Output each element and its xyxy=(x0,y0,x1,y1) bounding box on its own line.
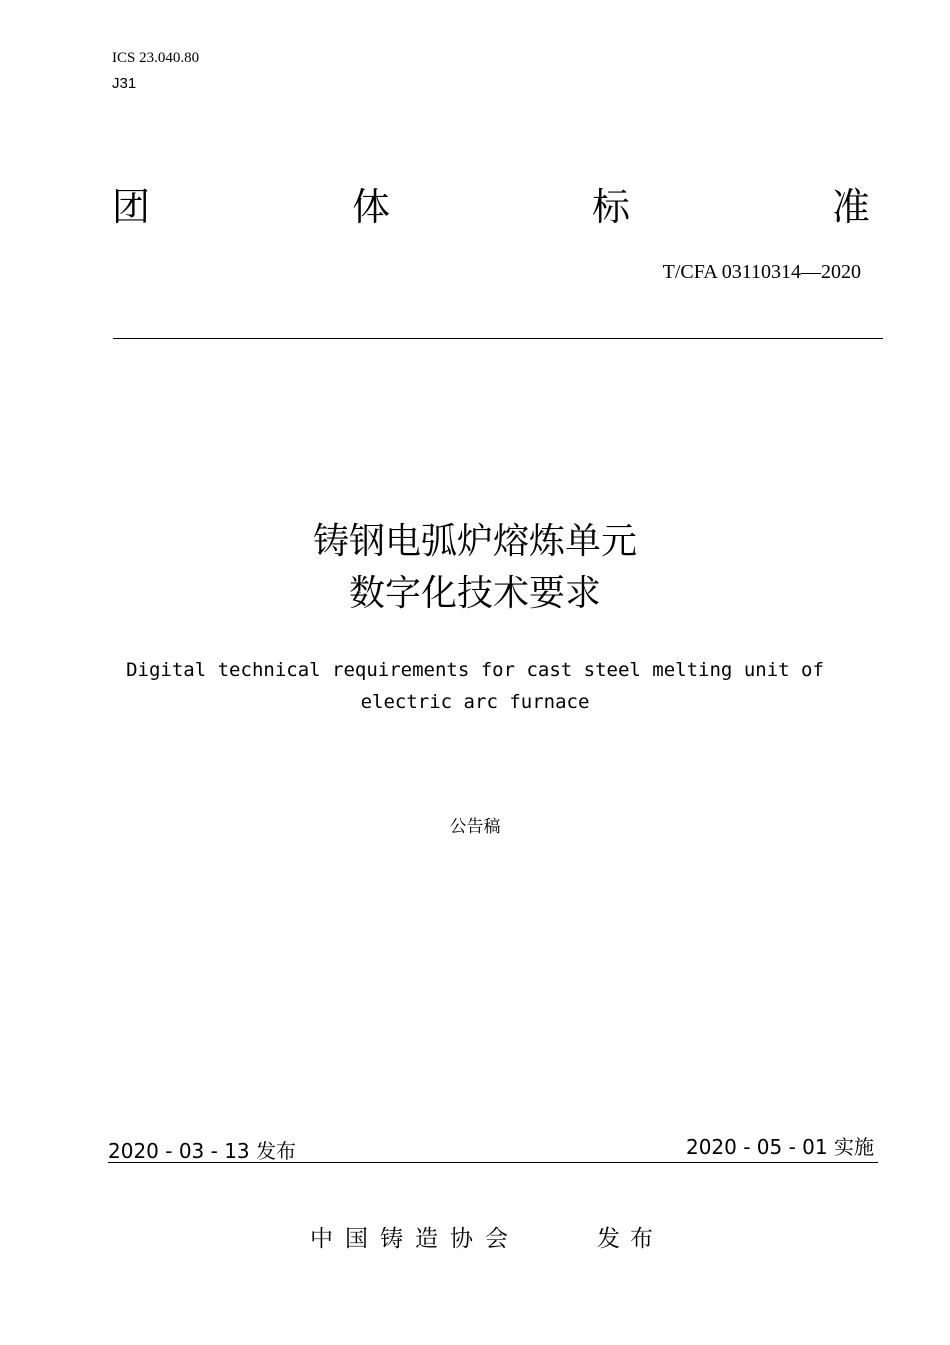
title-chinese-line-2: 数字化技术要求 xyxy=(348,573,601,614)
standard-number: T/CFA 03110314—2020 xyxy=(662,261,861,283)
issue-date: 2020 - 03 - 13 发布 xyxy=(108,1139,297,1163)
standard-type-char: 标 xyxy=(591,185,630,229)
classification-code: J31 xyxy=(112,75,137,92)
publisher-action: 发布 xyxy=(597,1226,663,1252)
header-divider xyxy=(113,338,883,339)
footer-divider xyxy=(108,1162,878,1163)
standard-type-char: 体 xyxy=(351,185,390,229)
standard-type-heading xyxy=(112,184,870,230)
title-chinese xyxy=(0,516,950,620)
title-english: Digital technical requirements for cast steel melting unit of electric arc furnace xyxy=(126,659,824,713)
publisher-name: 中国铸造协会 xyxy=(310,1226,520,1252)
draft-label: 公告稿 xyxy=(449,817,501,837)
standard-type-char: 团 xyxy=(112,185,151,229)
ics-code: ICS 23.040.80 xyxy=(112,50,200,66)
standard-type-char: 准 xyxy=(831,185,870,229)
implementation-date: 2020 - 05 - 01 实施 xyxy=(685,1135,874,1159)
title-chinese-line-1: 铸钢电弧炉熔炼单元 xyxy=(312,521,637,562)
